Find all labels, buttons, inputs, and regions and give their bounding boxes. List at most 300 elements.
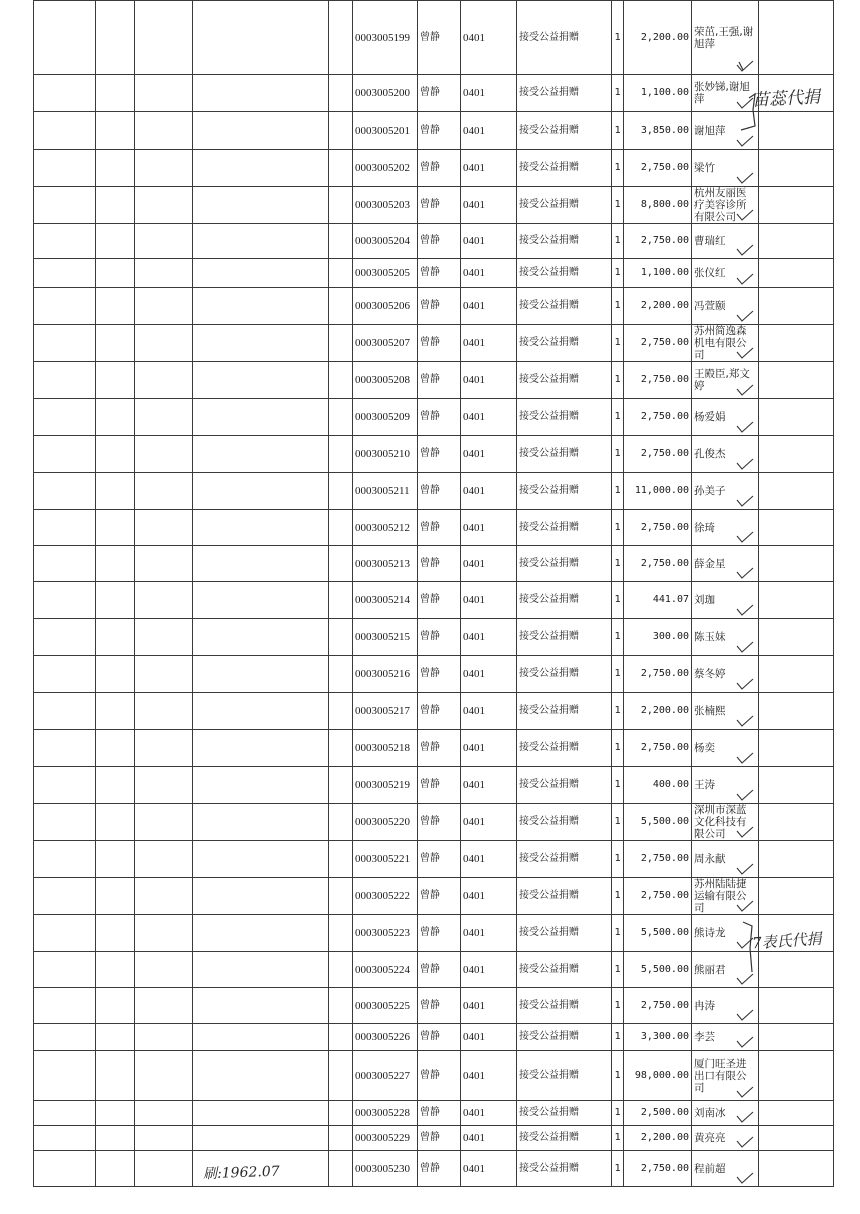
handwritten-note-proxy-donation-2: 7表氏代捐 [751, 929, 823, 953]
cell-empty [329, 730, 353, 767]
cell-voucher: 0003005223 [353, 915, 418, 952]
cell-code: 0401 [461, 619, 517, 656]
cell-empty [329, 841, 353, 878]
cell-empty [34, 187, 96, 224]
cell-summary: 接受公益捐赠 [517, 436, 612, 473]
cell-handler: 曾静 [418, 436, 461, 473]
cell-voucher: 0003005203 [353, 187, 418, 224]
cell-donor [692, 1101, 759, 1126]
table-row [34, 730, 834, 767]
cell-empty [329, 1126, 353, 1151]
cell-code: 0401 [461, 767, 517, 804]
cell-empty [759, 988, 834, 1024]
cell-empty [329, 656, 353, 693]
cell-summary: 接受公益捐赠 [517, 1051, 612, 1101]
cell-qty: 1 [612, 1101, 624, 1126]
cell-handler: 曾静 [418, 362, 461, 399]
cell-empty [34, 988, 96, 1024]
cell-empty [329, 878, 353, 915]
donor-name: 程前超 [694, 1162, 726, 1175]
donor-name: 苏州陆陆捷运输有限公司 [694, 878, 747, 914]
cell-qty: 1 [612, 399, 624, 436]
cell-empty [759, 656, 834, 693]
cell-empty [759, 399, 834, 436]
cell-donor [692, 224, 759, 259]
cell-code: 0401 [461, 259, 517, 288]
table-row [34, 1151, 834, 1187]
cell-handler: 曾静 [418, 693, 461, 730]
cell-voucher: 0003005216 [353, 656, 418, 693]
donor-name: 张妙锑,谢旭萍 [694, 81, 750, 105]
cell-qty: 1 [612, 187, 624, 224]
cell-empty [329, 75, 353, 112]
check-mark-icon [736, 900, 754, 912]
check-mark-icon [736, 347, 754, 359]
cell-handler: 曾静 [418, 75, 461, 112]
cell-empty [193, 767, 329, 804]
cell-amount: 3,850.00 [624, 112, 692, 150]
cell-donor [692, 804, 759, 841]
cell-empty [135, 288, 193, 325]
donor-name: 王涛 [694, 779, 715, 791]
cell-amount: 2,750.00 [624, 730, 692, 767]
cell-donor [692, 656, 759, 693]
cell-voucher: 0003005214 [353, 582, 418, 619]
table-row [34, 473, 834, 510]
cell-voucher: 0003005204 [353, 224, 418, 259]
cell-code: 0401 [461, 952, 517, 988]
cell-empty [329, 112, 353, 150]
cell-qty: 1 [612, 259, 624, 288]
check-mark-icon [736, 752, 754, 764]
cell-donor [692, 619, 759, 656]
cell-voucher: 0003005219 [353, 767, 418, 804]
cell-empty [135, 1024, 193, 1051]
cell-summary: 接受公益捐赠 [517, 841, 612, 878]
cell-handler: 曾静 [418, 399, 461, 436]
donor-name: 张楠熙 [694, 705, 726, 717]
cell-empty [34, 546, 96, 582]
cell-donor [692, 1126, 759, 1151]
cell-code: 0401 [461, 656, 517, 693]
cell-empty [329, 288, 353, 325]
handwritten-note-total: 刷:1962.07 [202, 1163, 280, 1183]
cell-empty [96, 546, 135, 582]
cell-donor [692, 767, 759, 804]
cell-empty [34, 325, 96, 362]
cell-empty [193, 288, 329, 325]
bracket-stroke-icon [735, 60, 759, 135]
cell-donor [692, 988, 759, 1024]
cell-empty [329, 1151, 353, 1187]
cell-summary: 接受公益捐赠 [517, 730, 612, 767]
cell-empty [759, 619, 834, 656]
cell-qty: 1 [612, 150, 624, 187]
cell-handler: 曾静 [418, 656, 461, 693]
table-row [34, 112, 834, 150]
cell-empty [96, 436, 135, 473]
cell-code: 0401 [461, 693, 517, 730]
cell-empty [34, 436, 96, 473]
cell-qty: 1 [612, 436, 624, 473]
cell-amount: 2,750.00 [624, 150, 692, 187]
cell-handler: 曾静 [418, 582, 461, 619]
donor-name: 熊丽君 [694, 963, 726, 976]
cell-empty [135, 112, 193, 150]
table-row [34, 952, 834, 988]
cell-empty [96, 510, 135, 546]
check-mark-icon [736, 273, 754, 285]
table-row [34, 582, 834, 619]
cell-summary: 接受公益捐赠 [517, 656, 612, 693]
cell-empty [34, 75, 96, 112]
cell-summary: 接受公益捐赠 [517, 582, 612, 619]
cell-amount: 300.00 [624, 619, 692, 656]
cell-amount: 2,750.00 [624, 399, 692, 436]
cell-empty [34, 878, 96, 915]
cell-empty [193, 325, 329, 362]
cell-empty [193, 546, 329, 582]
check-mark-icon [736, 495, 754, 507]
cell-voucher: 0003005221 [353, 841, 418, 878]
donor-name: 王殿臣,郑文婷 [694, 368, 750, 392]
cell-empty [135, 619, 193, 656]
cell-empty [135, 150, 193, 187]
cell-empty [193, 187, 329, 224]
cell-empty [96, 362, 135, 399]
cell-summary: 接受公益捐赠 [517, 1024, 612, 1051]
cell-empty [34, 473, 96, 510]
cell-code: 0401 [461, 75, 517, 112]
cell-empty [34, 730, 96, 767]
table-row [34, 399, 834, 436]
cell-empty [329, 546, 353, 582]
donor-name: 冉涛 [694, 999, 715, 1012]
cell-summary: 接受公益捐赠 [517, 224, 612, 259]
check-mark-icon [736, 421, 754, 433]
table-row [34, 224, 834, 259]
donor-name: 杨爱娟 [694, 411, 726, 423]
cell-empty [96, 619, 135, 656]
cell-voucher: 0003005226 [353, 1024, 418, 1051]
cell-empty [34, 619, 96, 656]
cell-empty [96, 325, 135, 362]
cell-empty [759, 288, 834, 325]
cell-empty [96, 582, 135, 619]
cell-qty: 1 [612, 325, 624, 362]
cell-empty [329, 988, 353, 1024]
cell-qty: 1 [612, 1126, 624, 1151]
cell-donor [692, 259, 759, 288]
table-row [34, 804, 834, 841]
check-mark-icon [736, 678, 754, 690]
cell-empty [759, 767, 834, 804]
cell-empty [329, 436, 353, 473]
cell-summary: 接受公益捐赠 [517, 767, 612, 804]
table-row [34, 150, 834, 187]
cell-empty [193, 224, 329, 259]
cell-summary: 接受公益捐赠 [517, 112, 612, 150]
cell-amount: 2,200.00 [624, 288, 692, 325]
check-mark-icon [736, 641, 754, 653]
cell-amount: 2,750.00 [624, 325, 692, 362]
cell-empty [329, 693, 353, 730]
cell-empty [135, 224, 193, 259]
cell-empty [96, 804, 135, 841]
cell-donor [692, 693, 759, 730]
check-mark-icon [736, 531, 754, 543]
cell-summary: 接受公益捐赠 [517, 150, 612, 187]
cell-empty [135, 325, 193, 362]
cell-summary: 接受公益捐赠 [517, 1126, 612, 1151]
cell-voucher: 0003005202 [353, 150, 418, 187]
cell-qty: 1 [612, 619, 624, 656]
cell-empty [96, 1, 135, 75]
donor-name: 孔俊杰 [694, 448, 726, 460]
cell-code: 0401 [461, 436, 517, 473]
donor-name: 厦门旺圣进出口有限公司 [694, 1057, 747, 1094]
cell-amount: 2,750.00 [624, 436, 692, 473]
cell-voucher: 0003005205 [353, 259, 418, 288]
cell-voucher: 0003005211 [353, 473, 418, 510]
cell-donor [692, 399, 759, 436]
check-mark-icon [736, 567, 754, 579]
cell-empty [193, 804, 329, 841]
cell-empty [329, 1051, 353, 1101]
cell-donor [692, 187, 759, 224]
check-mark-icon [736, 1009, 754, 1021]
cell-voucher: 0003005212 [353, 510, 418, 546]
cell-empty [329, 582, 353, 619]
cell-donor [692, 510, 759, 546]
cell-donor [692, 582, 759, 619]
cell-empty [96, 112, 135, 150]
cell-empty [329, 804, 353, 841]
donor-name: 蔡冬婷 [694, 668, 726, 680]
check-mark-icon [736, 1036, 754, 1048]
cell-voucher: 0003005225 [353, 988, 418, 1024]
cell-qty: 1 [612, 841, 624, 878]
cell-summary: 接受公益捐赠 [517, 1151, 612, 1187]
cell-empty [759, 224, 834, 259]
cell-empty [34, 915, 96, 952]
table-row [34, 1051, 834, 1101]
check-mark-icon [736, 863, 754, 875]
cell-qty: 1 [612, 288, 624, 325]
cell-voucher: 0003005199 [353, 1, 418, 75]
cell-amount: 2,750.00 [624, 841, 692, 878]
table-row [34, 988, 834, 1024]
check-mark-icon [736, 135, 754, 147]
table-row [34, 1126, 834, 1151]
cell-handler: 曾静 [418, 1126, 461, 1151]
cell-empty [329, 767, 353, 804]
cell-empty [96, 693, 135, 730]
cell-code: 0401 [461, 399, 517, 436]
cell-handler: 曾静 [418, 878, 461, 915]
table-row [34, 841, 834, 878]
cell-summary: 接受公益捐赠 [517, 1101, 612, 1126]
cell-amount: 3,300.00 [624, 1024, 692, 1051]
cell-handler: 曾静 [418, 1151, 461, 1187]
cell-qty: 1 [612, 582, 624, 619]
cell-empty [34, 841, 96, 878]
cell-empty [135, 878, 193, 915]
table-row [34, 187, 834, 224]
cell-amount: 2,500.00 [624, 1101, 692, 1126]
cell-qty: 1 [612, 75, 624, 112]
check-mark-icon [736, 1172, 754, 1184]
cell-qty: 1 [612, 1, 624, 75]
table-row [34, 546, 834, 582]
cell-voucher: 0003005229 [353, 1126, 418, 1151]
cell-empty [34, 362, 96, 399]
cell-empty [135, 1101, 193, 1126]
cell-amount: 5,500.00 [624, 804, 692, 841]
cell-handler: 曾静 [418, 988, 461, 1024]
cell-handler: 曾静 [418, 915, 461, 952]
cell-donor [692, 841, 759, 878]
cell-code: 0401 [461, 112, 517, 150]
cell-empty [135, 988, 193, 1024]
check-mark-icon [736, 172, 754, 184]
check-mark-icon [736, 384, 754, 396]
cell-qty: 1 [612, 915, 624, 952]
cell-handler: 曾静 [418, 730, 461, 767]
cell-empty [96, 988, 135, 1024]
cell-empty [135, 399, 193, 436]
cell-summary: 接受公益捐赠 [517, 510, 612, 546]
cell-code: 0401 [461, 730, 517, 767]
cell-empty [34, 112, 96, 150]
cell-empty [759, 1151, 834, 1187]
cell-voucher: 0003005217 [353, 693, 418, 730]
cell-summary: 接受公益捐赠 [517, 399, 612, 436]
cell-empty [759, 473, 834, 510]
cell-empty [96, 1126, 135, 1151]
cell-amount: 2,200.00 [624, 693, 692, 730]
donor-name: 杨奕 [694, 742, 715, 754]
donor-name: 刘珈 [694, 594, 715, 606]
table-row [34, 510, 834, 546]
cell-empty [96, 1051, 135, 1101]
bracket-stroke-icon-2 [740, 918, 758, 978]
donor-name: 徐琦 [694, 521, 715, 534]
cell-empty [193, 436, 329, 473]
table-row [34, 619, 834, 656]
cell-code: 0401 [461, 1126, 517, 1151]
cell-qty: 1 [612, 1151, 624, 1187]
cell-empty [96, 399, 135, 436]
cell-summary: 接受公益捐赠 [517, 952, 612, 988]
check-mark-icon [736, 1086, 754, 1098]
cell-empty [135, 546, 193, 582]
cell-handler: 曾静 [418, 187, 461, 224]
cell-qty: 1 [612, 730, 624, 767]
cell-donor [692, 362, 759, 399]
cell-qty: 1 [612, 362, 624, 399]
cell-empty [34, 1024, 96, 1051]
cell-voucher: 0003005227 [353, 1051, 418, 1101]
cell-qty: 1 [612, 767, 624, 804]
cell-summary: 接受公益捐赠 [517, 619, 612, 656]
cell-code: 0401 [461, 1024, 517, 1051]
cell-empty [96, 841, 135, 878]
table-row [34, 767, 834, 804]
cell-summary: 接受公益捐赠 [517, 325, 612, 362]
donor-name: 熊诗龙 [694, 927, 726, 939]
check-mark-icon [736, 310, 754, 322]
donor-name: 杭州友丽医疗美容诊所有限公司 [694, 187, 747, 223]
cell-donor [692, 473, 759, 510]
cell-empty [96, 730, 135, 767]
check-mark-icon [736, 604, 754, 616]
cell-empty [329, 1101, 353, 1126]
donor-name: 荣茁,王强,谢旭萍 [694, 25, 754, 50]
cell-empty [96, 288, 135, 325]
cell-empty [329, 915, 353, 952]
cell-code: 0401 [461, 804, 517, 841]
cell-handler: 曾静 [418, 1101, 461, 1126]
table-row [34, 693, 834, 730]
cell-handler: 曾静 [418, 325, 461, 362]
donor-name: 刘南冰 [694, 1107, 726, 1119]
cell-empty [96, 259, 135, 288]
cell-empty [193, 1126, 329, 1151]
cell-empty [193, 473, 329, 510]
cell-voucher: 0003005206 [353, 288, 418, 325]
cell-empty [759, 1024, 834, 1051]
cell-voucher: 0003005209 [353, 399, 418, 436]
cell-amount: 98,000.00 [624, 1051, 692, 1101]
cell-code: 0401 [461, 187, 517, 224]
cell-empty [329, 510, 353, 546]
table-row [34, 1, 834, 75]
cell-empty [135, 1, 193, 75]
cell-empty [193, 259, 329, 288]
cell-code: 0401 [461, 988, 517, 1024]
cell-voucher: 0003005200 [353, 75, 418, 112]
cell-empty [759, 693, 834, 730]
cell-empty [135, 1051, 193, 1101]
cell-amount: 1,100.00 [624, 259, 692, 288]
cell-amount: 2,750.00 [624, 362, 692, 399]
cell-qty: 1 [612, 1024, 624, 1051]
cell-empty [135, 952, 193, 988]
cell-qty: 1 [612, 224, 624, 259]
cell-empty [34, 1126, 96, 1151]
cell-handler: 曾静 [418, 767, 461, 804]
cell-empty [193, 75, 329, 112]
cell-summary: 接受公益捐赠 [517, 473, 612, 510]
cell-summary: 接受公益捐赠 [517, 988, 612, 1024]
cell-amount: 2,750.00 [624, 1151, 692, 1187]
cell-qty: 1 [612, 112, 624, 150]
cell-empty [34, 399, 96, 436]
cell-empty [96, 473, 135, 510]
cell-empty [135, 75, 193, 112]
cell-empty [135, 1126, 193, 1151]
check-mark-icon [736, 209, 754, 221]
cell-empty [193, 362, 329, 399]
cell-empty [329, 259, 353, 288]
cell-empty [759, 150, 834, 187]
cell-empty [759, 259, 834, 288]
cell-empty [193, 510, 329, 546]
cell-empty [135, 693, 193, 730]
cell-donor [692, 546, 759, 582]
cell-code: 0401 [461, 288, 517, 325]
